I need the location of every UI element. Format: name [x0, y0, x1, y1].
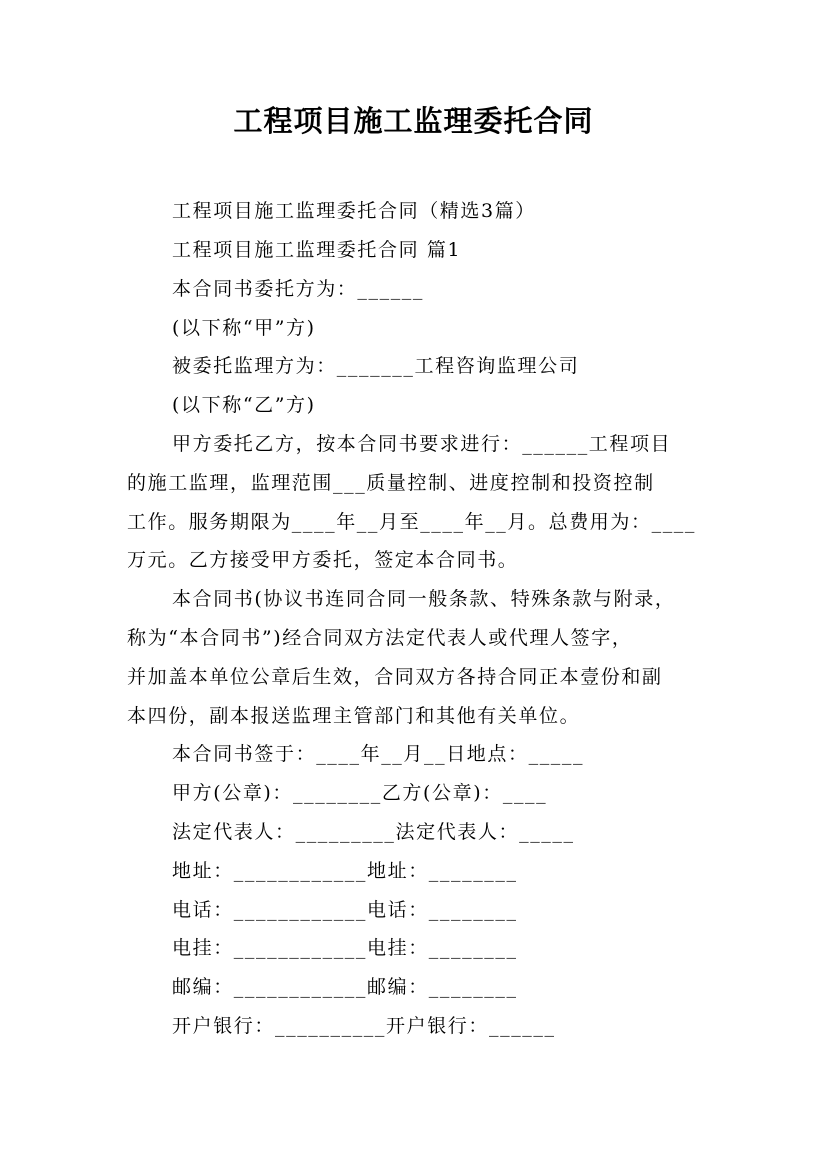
document-title: 工程项目施工监理委托合同: [233, 104, 594, 138]
paragraph-line: 本合同书(协议书连同合同一般条款、特殊条款与附录，: [172, 588, 676, 610]
signing-line: 本合同书签于：____年__月__日地点：_____: [172, 743, 585, 765]
signature-field-line: 开户银行：__________开户银行：______: [172, 1015, 556, 1037]
signature-field-line: 甲方(公章)：________乙方(公章)：____: [172, 782, 548, 804]
paragraph-line: 本合同书委托方为：______: [172, 278, 425, 300]
paragraph-line: 工作。服务期限为____年__月至____年__月。总费用为：____: [127, 511, 697, 533]
signature-field-line: 电挂：____________电挂：________: [172, 937, 518, 959]
section-heading: 工程项目施工监理委托合同 篇1: [172, 239, 462, 261]
signature-field-line: 电话：____________电话：________: [172, 899, 518, 921]
paragraph-line: (以下称“甲”方): [172, 317, 316, 339]
paragraph-line: 万元。乙方接受甲方委托，签定本合同书。: [127, 549, 519, 571]
paragraph-line: 甲方委托乙方，按本合同书要求进行：______工程项目: [172, 433, 672, 455]
subtitle-line: 工程项目施工监理委托合同（精选3篇）: [172, 200, 536, 222]
paragraph-line: 被委托监理方为：_______工程咨询监理公司: [172, 355, 580, 377]
paragraph-line: 称为“本合同书”)经合同双方法定代表人或代理人签字，: [127, 627, 633, 649]
signature-field-line: 邮编：____________邮编：________: [172, 976, 518, 998]
paragraph-line: 本四份，副本报送监理主管部门和其他有关单位。: [127, 705, 581, 727]
paragraph-line: (以下称“乙”方): [172, 394, 316, 416]
paragraph-line: 并加盖本单位公章后生效，合同双方各持合同正本壹份和副: [127, 666, 663, 688]
signature-field-line: 法定代表人：_________法定代表人：_____: [172, 821, 575, 843]
signature-field-line: 地址：____________地址：________: [172, 860, 518, 882]
paragraph-line: 的施工监理，监理范围___质量控制、进度控制和投资控制: [127, 472, 655, 494]
